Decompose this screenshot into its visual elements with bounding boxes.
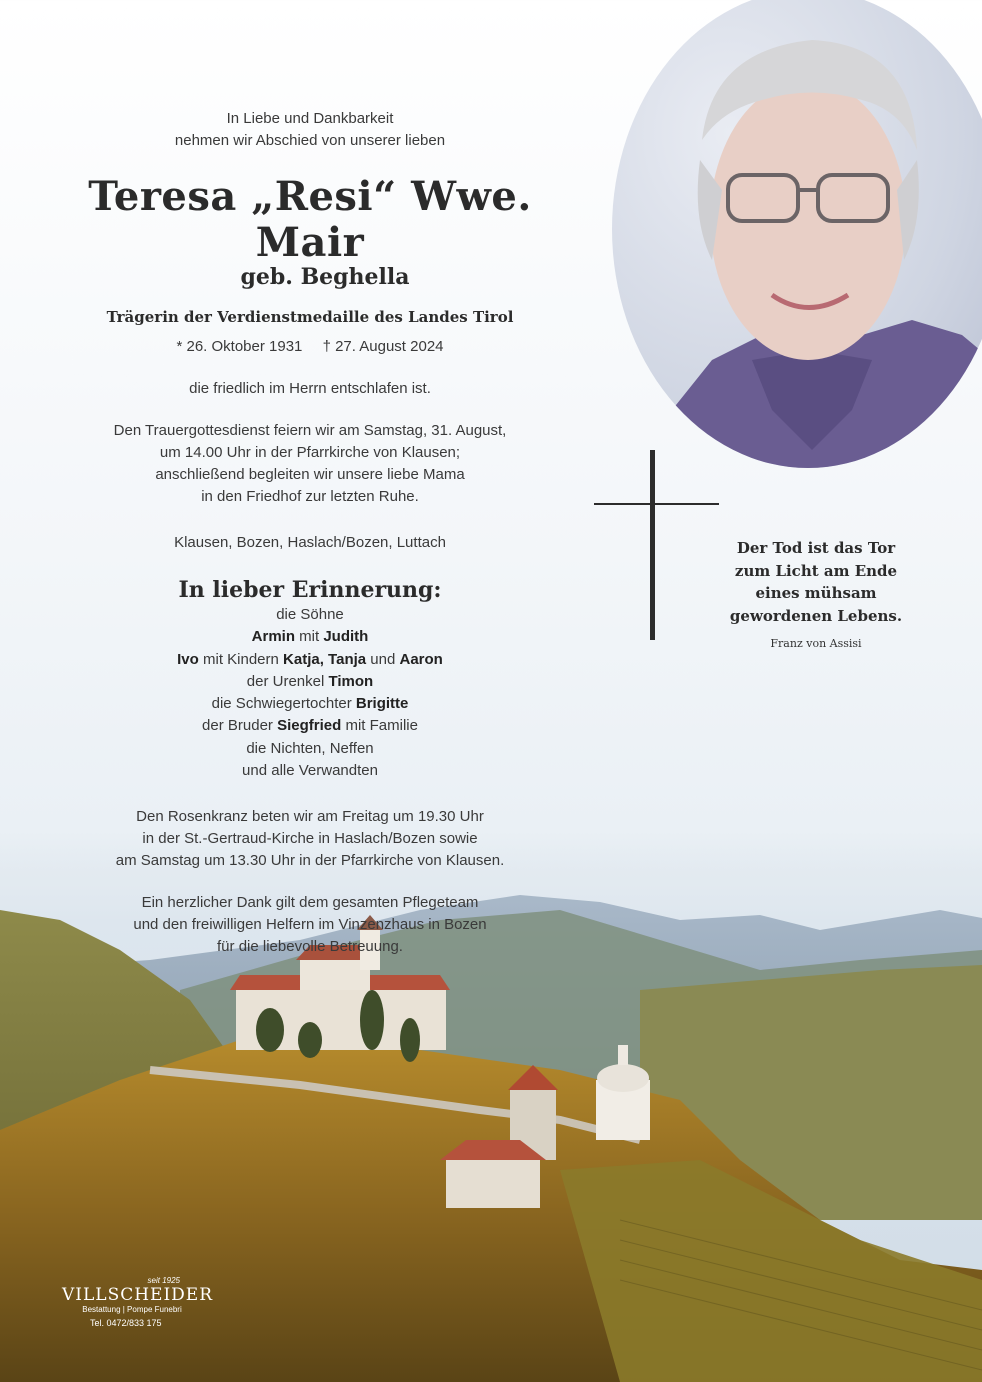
funeral-line: um 14.00 Uhr in der Pfarrkirche von Klausen; <box>159 444 461 461</box>
birth-date: * 26. Oktober 1931 <box>176 338 303 355</box>
family-line: Armin mit Judith <box>251 628 369 646</box>
funeral-line: in den Friedhof zur letzten Ruhe. <box>201 488 419 505</box>
rosary-line: am Samstag um 13.30 Uhr in der Pfarrkirche von Klausen. <box>115 852 505 870</box>
honor-text: Trägerin der Verdienstmedaille des Landes Tirol <box>106 308 514 326</box>
cross-icon <box>650 450 655 640</box>
funeral-line: anschließend begleiten wir unsere liebe Mama <box>155 466 465 483</box>
places-text: Klausen, Bozen, Haslach/Bozen, Luttach <box>174 534 446 551</box>
portrait-photo <box>612 0 982 468</box>
thanks-line: und den freiwilligen Helfern im Vinzenzhaus in Bozen <box>133 916 487 934</box>
rosary-info <box>60 806 560 872</box>
life-dates <box>60 336 560 358</box>
logo-since: seit 1925 <box>147 1276 180 1285</box>
rosary-line: Den Rosenkranz beten wir am Freitag um 19.30 Uhr <box>136 808 484 826</box>
quote-line: gewordenen Lebens. <box>729 606 903 625</box>
rosary-line: in der St.-Gertraud-Kirche in Haslach/Bozen sowie <box>142 830 478 848</box>
cross-icon <box>594 503 719 505</box>
birth-name: geb. Beghella <box>240 264 410 290</box>
quote-line: zum Licht am Ende <box>734 561 898 580</box>
deceased-name: Teresa „Resi“ Wwe. Mair <box>88 173 532 266</box>
funeral-home-logo <box>62 1276 214 1328</box>
memory-heading: In lieber Erinnerung: <box>178 577 442 603</box>
intro-line-1: In Liebe und Dankbarkeit <box>226 110 394 127</box>
quote-line: eines mühsam <box>755 584 877 602</box>
family-line: der Bruder Siegfried mit Familie <box>202 717 418 735</box>
thanks-info <box>60 892 560 958</box>
family-list <box>60 604 560 782</box>
funeral-info <box>60 420 560 508</box>
intro-line-2: nehmen wir Abschied von unserer lieben <box>174 132 446 149</box>
family-line: die Nichten, Neffen <box>246 739 374 757</box>
family-line: Ivo mit Kindern Katja, Tanja und Aaron <box>177 650 443 668</box>
funeral-line: Den Trauergottesdienst feiern wir am Samstag, 31. August, <box>113 422 507 439</box>
logo-subtitle: Bestattung | Pompe Funebri <box>82 1305 182 1314</box>
family-line: und alle Verwandten <box>242 762 378 780</box>
logo-phone: Tel. 0472/833 175 <box>90 1318 162 1328</box>
family-line: der Urenkel Timon <box>246 672 374 690</box>
death-date: † 27. August 2024 <box>322 338 444 355</box>
obituary-text <box>60 108 560 958</box>
logo-brand: VILLSCHEIDER <box>62 1285 214 1305</box>
quote-author: Franz von Assisi <box>770 637 862 650</box>
passed-text: die friedlich im Herrn entschlafen ist. <box>189 380 431 397</box>
quote-block <box>716 537 916 650</box>
quote-line: Der Tod ist das Tor <box>736 539 896 557</box>
family-line: die Schwiegertochter Brigitte <box>211 695 409 713</box>
family-line: die Söhne <box>276 606 344 623</box>
thanks-line: für die liebevolle Betreuung. <box>217 938 403 956</box>
thanks-line: Ein herzlicher Dank gilt dem gesamten Pflegeteam <box>141 894 479 912</box>
